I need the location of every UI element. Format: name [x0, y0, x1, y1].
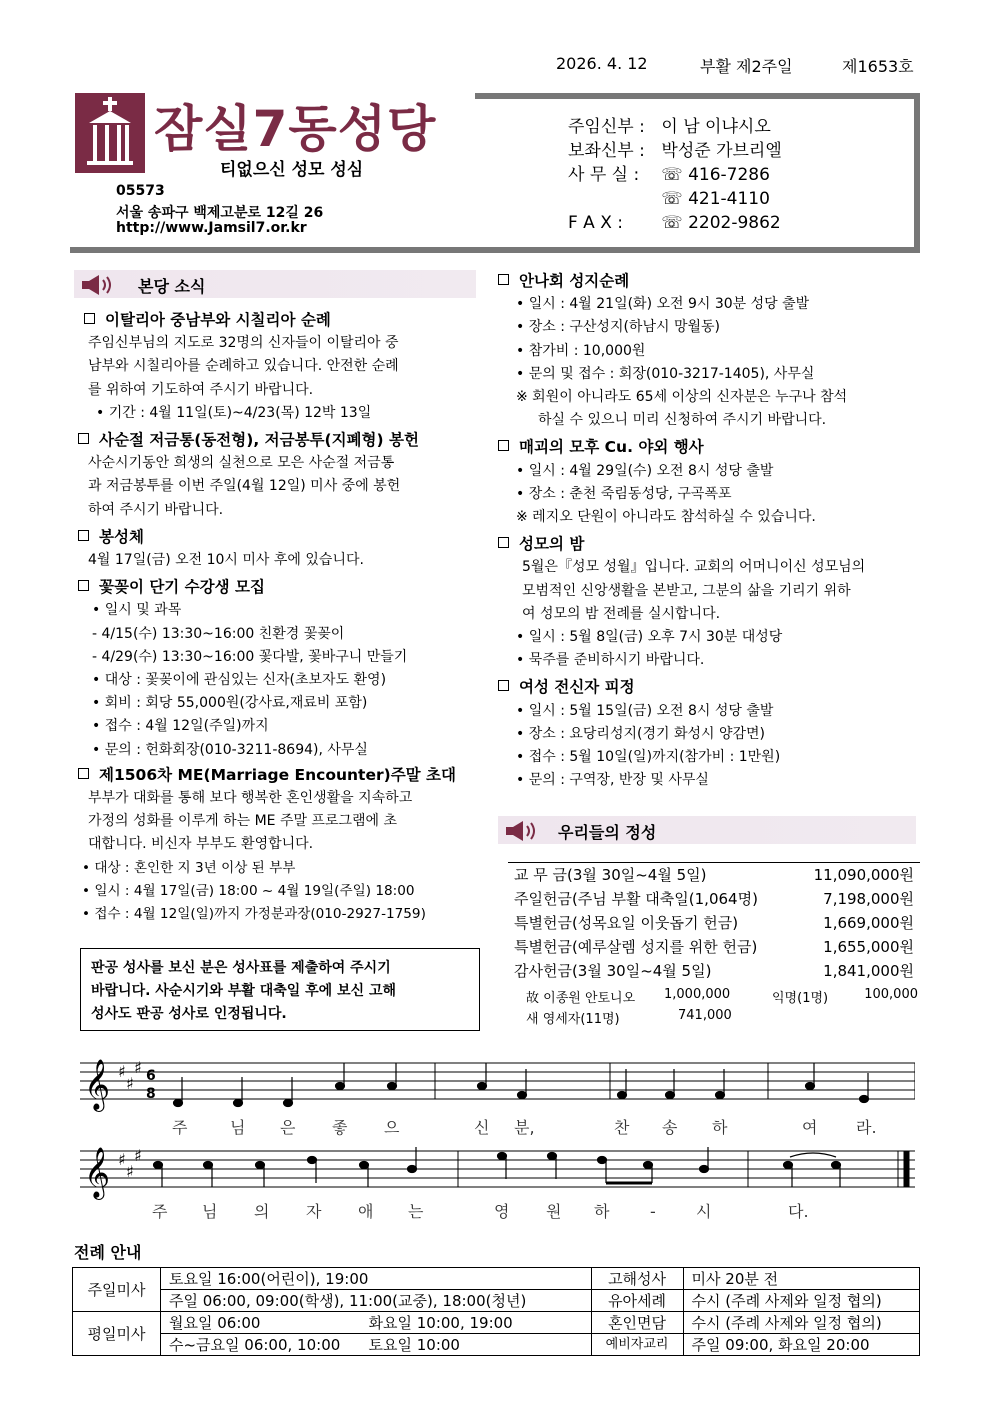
section-body	[78, 452, 482, 522]
address: 서울 송파구 백제고분로 12길 26	[116, 205, 324, 221]
offering-table	[508, 862, 920, 1026]
text-line: 모범적인 신앙생활을 본받고, 그분의 삶을 기리기 위하	[522, 582, 851, 599]
donor-amount: 741,000	[678, 1008, 732, 1023]
bullet-item: • 접수 : 5월 10일(일)까지(참가비 : 1만원)	[516, 749, 781, 766]
lyric-syllable: 찬	[614, 1118, 630, 1137]
lyric-syllable: 영	[494, 1202, 510, 1221]
text-line: 대합니다. 비신자 부부도 환영합니다.	[88, 836, 314, 853]
lyric-syllable: 으	[384, 1118, 400, 1137]
weekday-mass-time: 월요일 06:00	[161, 1312, 361, 1334]
lyric-syllable: 원	[546, 1202, 562, 1221]
sacrament-label: 예비자교리	[591, 1334, 683, 1356]
bullet-item: • 문의 및 접수 : 회장(010-3217-1405), 사무실	[516, 365, 815, 382]
notes-1	[174, 1063, 869, 1107]
lyric-syllable: 하	[712, 1118, 728, 1137]
text-line: 4월 17일(금) 오전 10시 미사 후에 있습니다.	[88, 552, 364, 569]
checkbox-square-icon	[78, 580, 89, 591]
lyric-syllable: 라.	[856, 1118, 877, 1137]
section-title: 제1506차 ME(Marriage Encounter)주말 초대	[78, 764, 482, 787]
offering-detail-row	[508, 984, 920, 1005]
text-line: 과 저금봉투를 이번 주일(4월 12일) 미사 중에 봉헌	[88, 478, 401, 495]
section-title: 성모의 밤	[498, 533, 922, 556]
table-row	[73, 1290, 920, 1312]
weekday-mass-label: 평일미사	[73, 1312, 161, 1356]
contact-row: ☏ 421-4110	[661, 189, 770, 209]
offering-banner-title: 우리들의 정성	[558, 823, 657, 842]
text-line: 남부와 시칠리아를 순례하고 있습니다. 안전한 순례	[88, 358, 399, 375]
lyric-syllable: 시	[696, 1202, 712, 1221]
sharp-icon: ♯	[134, 1058, 142, 1077]
section-body	[78, 549, 482, 572]
offering-row: 특별헌금(예루살렘 성지를 위한 헌금) 1,655,000원	[514, 938, 914, 956]
lyric-syllable: 다.	[788, 1202, 809, 1221]
offering-row: 감사헌금(3월 30일~4월 5일) 1,841,000원	[514, 962, 914, 980]
bullet-item: • 일시 : 4월 21일(화) 오전 9시 30분 성당 출발	[516, 296, 810, 313]
lyrics-line-2	[152, 1202, 809, 1221]
lyric-syllable: 송	[662, 1118, 678, 1137]
section-title: 봉성체	[78, 526, 482, 549]
sunday-mass-time: 주일 06:00, 09:00(학생), 11:00(교중), 18:00(청년)	[161, 1290, 592, 1312]
bullet-item: • 일시 : 4월 29일(수) 오전 8시 성당 출발	[516, 462, 774, 479]
bullet-item: • 일시 : 5월 15일(금) 오전 8시 성당 출발	[516, 702, 774, 719]
liturgy-table	[72, 1267, 920, 1356]
sacrament-time: 수시 (주례 사제와 일정 협의)	[683, 1290, 919, 1312]
sacrament-time: 미사 20분 전	[683, 1268, 919, 1290]
sacrament-time: 주일 09:00, 화요일 20:00	[683, 1334, 919, 1356]
bullet-item: • 묵주를 준비하시기 바랍니다.	[516, 652, 705, 669]
text-line: 부부가 대화를 통해 보다 행복한 혼인생활을 지속하고	[88, 790, 413, 807]
checkbox-square-icon	[84, 313, 95, 324]
postal-code: 05573	[116, 183, 165, 199]
notice-line: 판공 성사를 보신 분은 성사표를 제출하여 주시기	[91, 960, 391, 976]
sunday-mass-label: 주일미사	[73, 1268, 161, 1312]
lyric-syllable: 하	[594, 1202, 610, 1221]
contact-row: 보좌신부 : 박성준 가브리엘	[568, 141, 782, 161]
lyric-syllable: 신	[474, 1118, 490, 1137]
note-item: ※ 회원이 아니라도 65세 이상의 신자분은 누구나 참석	[516, 389, 848, 406]
lyric-syllable: 자	[306, 1202, 322, 1221]
time-sig-top: 6	[146, 1068, 156, 1084]
church-name: 잠실7동성당	[154, 100, 437, 158]
liturgical-season: 부활 제2주일	[700, 57, 793, 76]
bullet-item: - 4/29(수) 13:30~16:00 꽃다발, 꽃바구니 만들기	[92, 648, 408, 665]
text-line: 주임신부님의 지도로 32명의 신자들이 이탈리아 중	[88, 335, 399, 352]
section-title: 이탈리아 중남부와 시칠리아 순례	[84, 309, 482, 332]
issue-info-line	[0, 54, 992, 80]
section-title: 안나회 성지순례	[498, 270, 922, 293]
speaker-icon	[80, 274, 120, 296]
bullet-item: • 문의 : 헌화회장(010-3211-8694), 사무실	[92, 741, 368, 758]
checkbox-square-icon	[498, 537, 509, 548]
table-row	[73, 1268, 920, 1290]
time-sig-bottom: 8	[146, 1086, 156, 1102]
news-banner	[74, 270, 476, 298]
sacrament-label: 혼인면담	[591, 1312, 683, 1334]
text-line: 가정의 성화를 이루게 하는 ME 주말 프로그램에 초	[88, 813, 398, 830]
section-body	[78, 332, 482, 425]
weekday-mass-time: 토요일 10:00	[361, 1334, 592, 1356]
bullet-item: • 대상 : 꽃꽂이에 관심있는 신자(초보자도 환영)	[92, 672, 387, 689]
bullet-item: • 장소 : 요당리성지(경기 화성시 양감면)	[516, 725, 766, 742]
sharp-icon: ♯	[118, 1062, 126, 1081]
note-item: 하실 수 있으니 미리 신청하여 주시기 바랍니다.	[538, 412, 827, 429]
section-body	[498, 293, 922, 432]
issue-number: 제1653호	[842, 57, 914, 76]
left-column	[78, 309, 482, 926]
section-body	[498, 556, 922, 626]
lyric-syllable: 주	[172, 1118, 188, 1137]
section-title: 사순절 저금통(동전형), 저금봉투(지폐형) 봉헌	[78, 429, 482, 452]
notice-line: 성사도 판공 성사로 인정됩니다.	[91, 1006, 287, 1022]
checkbox-square-icon	[498, 440, 509, 451]
bullet-item: • 일시 및 과목	[92, 602, 182, 619]
section-body	[498, 460, 922, 530]
church-patron: 티없으신 성모 성심	[220, 160, 364, 180]
text-line: 5월은『성모 성월』입니다. 교회의 어머니이신 성모님의	[522, 559, 866, 576]
checkbox-square-icon	[78, 433, 89, 444]
bullet-item: • 참가비 : 10,000원	[516, 342, 646, 359]
speaker-icon	[504, 820, 544, 842]
lyric-syllable: 여	[802, 1118, 818, 1137]
section-body	[78, 787, 482, 857]
lyrics-line-1	[172, 1118, 877, 1137]
lyric-syllable: 은	[280, 1118, 296, 1137]
section-title: 꽃꽂이 단기 수강생 모집	[78, 576, 482, 599]
text-line: 사순시기동안 희생의 실천으로 모은 사순절 저금통	[88, 455, 395, 472]
sharp-icon: ♯	[126, 1074, 134, 1093]
bullet-item: • 접수 : 4월 12일(주일)까지	[92, 718, 269, 735]
bulletin-header	[70, 93, 920, 253]
bullet-item: • 장소 : 춘천 죽림동성당, 구곡폭포	[516, 485, 732, 502]
lyric-syllable: 님	[202, 1202, 218, 1221]
offering-row: 주일헌금(주님 부활 대축일(1,064명) 7,198,000원	[514, 890, 914, 908]
sacrament-label: 고해성사	[591, 1268, 683, 1290]
bullet-item: • 기간 : 4월 11일(토)~4/23(목) 12박 13일	[96, 404, 372, 421]
bullet-item: • 장소 : 구산성지(하남시 망월동)	[516, 319, 720, 336]
checkbox-square-icon	[498, 274, 509, 285]
treble-clef-icon: 𝄞	[84, 1147, 111, 1198]
bullet-item: • 회비 : 회당 55,000원(강사료,재료비 포함)	[92, 695, 368, 712]
offering-row: 특별헌금(성목요일 이웃돕기 헌금) 1,669,000원	[514, 914, 914, 932]
text-line: 하여 주시기 바랍니다.	[88, 501, 224, 518]
confession-notice-box	[80, 948, 480, 1031]
psalm-music-score	[80, 1055, 915, 1225]
weekday-mass-time: 수~금요일 06:00, 10:00	[161, 1334, 361, 1356]
offering-detail-row	[508, 1005, 920, 1026]
section-bullets	[78, 857, 482, 927]
bullet-item: • 접수 : 4월 12일(일)까지 가정분과장(010-2927-1759)	[82, 906, 426, 923]
issue-date: 2026. 4. 12	[556, 54, 648, 73]
text-line: 를 위하여 기도하여 주시기 바랍니다.	[88, 381, 314, 398]
donor-name: 새 영세자(11명)	[526, 1012, 620, 1027]
divider	[508, 862, 920, 863]
offering-banner	[498, 816, 916, 844]
bullet-item: • 대상 : 혼인한 지 3년 이상 된 부부	[82, 859, 296, 876]
offering-row: 교 무 금(3월 30일~4월 5일) 11,090,000원	[514, 866, 914, 884]
lyric-syllable: 좋	[332, 1118, 348, 1137]
text-line: 여 성모의 밤 전례를 실시합니다.	[522, 605, 721, 622]
treble-clef-icon: 𝄞	[84, 1059, 111, 1110]
sunday-mass-time: 토요일 16:00(어린이), 19:00	[161, 1268, 592, 1290]
sharp-icon: ♯	[118, 1150, 126, 1169]
lyric-syllable: 주	[152, 1202, 168, 1221]
lyric-syllable: 는	[408, 1202, 424, 1221]
lyric-syllable: 애	[358, 1202, 374, 1221]
news-banner-title: 본당 소식	[138, 277, 206, 296]
section-body	[498, 700, 922, 793]
section-title: 매괴의 모후 Cu. 야외 행사	[498, 436, 922, 459]
section-title: 여성 전신자 피정	[498, 676, 922, 699]
bullet-item: • 일시 : 4월 17일(금) 18:00 ~ 4월 19일(주일) 18:00	[82, 882, 415, 899]
website-url[interactable]: http://www.Jamsil7.or.kr	[116, 220, 307, 236]
bullet-item: - 4/15(수) 13:30~16:00 친환경 꽃꽂이	[92, 625, 345, 642]
sacrament-label: 유아세례	[591, 1290, 683, 1312]
sharp-icon: ♯	[134, 1146, 142, 1165]
bullet-item: • 일시 : 5월 8일(금) 오후 7시 30분 대성당	[516, 629, 783, 646]
checkbox-square-icon	[78, 768, 89, 779]
checkbox-square-icon	[498, 680, 509, 691]
lyric-syllable: -	[650, 1202, 656, 1221]
notice-line: 바랍니다. 사순시기와 부활 대축일 후에 보신 고해	[91, 983, 397, 999]
donor-amount: 100,000	[864, 987, 918, 1002]
donor-name: 익명(1명)	[772, 991, 829, 1006]
lyric-syllable: 님	[230, 1118, 246, 1137]
bullet-item: • 문의 : 구역장, 반장 및 사무실	[516, 772, 709, 789]
weekday-mass-time: 화요일 10:00, 19:00	[361, 1312, 592, 1334]
contact-row: 사 무 실 : ☏ 416-7286	[568, 165, 770, 185]
table-row	[73, 1312, 920, 1334]
staff-lines-1	[80, 1063, 915, 1099]
lyric-syllable: 의	[254, 1202, 270, 1221]
checkbox-square-icon	[78, 530, 89, 541]
sharp-icon: ♯	[126, 1162, 134, 1181]
lyric-syllable: 분,	[514, 1118, 535, 1137]
liturgy-title: 전례 안내	[74, 1243, 142, 1262]
sacrament-time: 수시 (주례 사제와 일정 협의)	[683, 1312, 919, 1334]
section-bullets	[498, 626, 922, 672]
section-body	[78, 599, 482, 761]
contact-info	[568, 115, 782, 235]
contact-row: 주임신부 : 이 남 이냐시오	[568, 117, 771, 137]
table-row	[73, 1334, 920, 1356]
header-left	[70, 93, 475, 247]
donor-amount: 1,000,000	[664, 987, 731, 1002]
notes-2	[154, 1147, 841, 1187]
contact-row: F A X : ☏ 2202-9862	[568, 213, 781, 233]
note-item: ※ 레지오 단원이 아니라도 참석하실 수 있습니다.	[516, 509, 816, 526]
church-logo-icon	[75, 93, 145, 173]
donor-name: 故 이종원 안토니오	[526, 991, 636, 1006]
right-column	[498, 270, 922, 792]
